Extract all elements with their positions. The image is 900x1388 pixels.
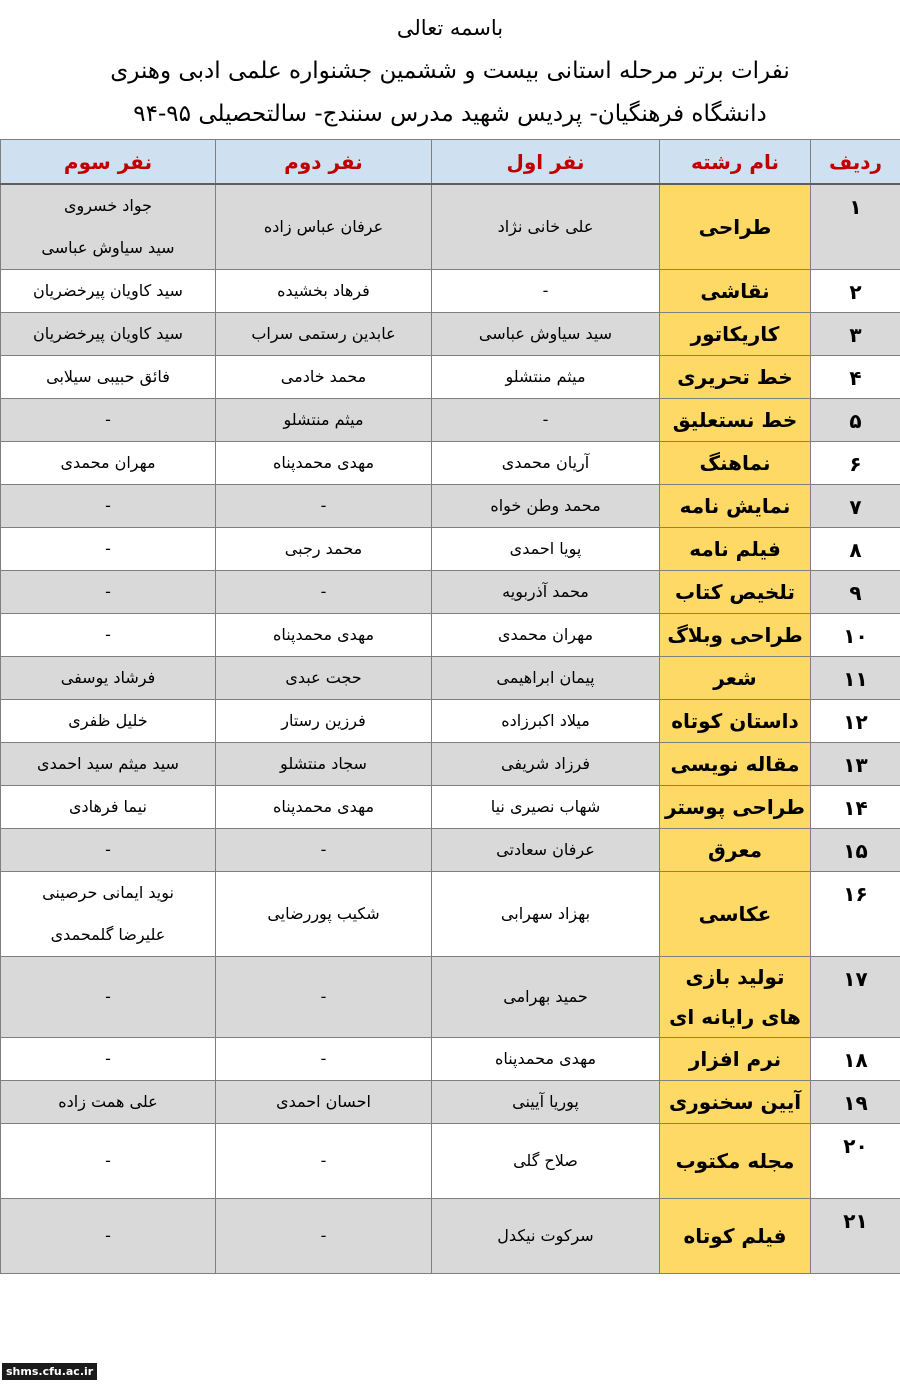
cell-text: علی همت زاده [58,1092,158,1111]
second-place [216,657,432,700]
field-name [660,270,811,313]
cell-text: نرم افزار [688,1047,782,1071]
cell-text: شعر [713,666,757,690]
third-place [1,399,216,442]
table-row [1,829,900,872]
field-name [660,485,811,528]
second-place [216,571,432,614]
field-name [660,528,811,571]
cell-text: - [320,840,327,859]
cell-text: صلاح گلی [513,1151,578,1170]
cell-text: مهدی محمدپناه [494,1049,597,1068]
row-number: ۱ [811,184,900,270]
table-row [1,184,900,270]
cell-text: علی خانی نژاد [497,217,594,236]
cell-text: - [105,1151,111,1170]
second-place [216,786,432,829]
table-body [1,184,900,1274]
cell-text: محمد رجبی [284,539,363,558]
field-name [660,442,811,485]
row-number: ۴ [811,356,900,399]
cell-text: داستان کوتاه [671,709,799,733]
cell-text: معرق [708,838,762,862]
column-header-first-place: نفر اول [432,140,660,185]
cell-text: - [320,1049,327,1068]
cell-text: مهدی محمدپناه [272,625,375,644]
cell-text: میلاد اکبرزاده [501,711,590,730]
second-place [216,829,432,872]
first-place [432,313,660,356]
cell-text: پویا احمدی [509,539,582,558]
third-place [1,571,216,614]
third-place [1,442,216,485]
third-place [1,270,216,313]
cell-text: مهران محمدی [60,453,156,472]
cell-text: - [105,582,111,601]
table-row [1,743,900,786]
row-number: ۵ [811,399,900,442]
table-row [1,1038,900,1081]
cell-text: - [105,1226,111,1245]
table-row [1,872,900,957]
cell-text: طراحی وبلاگ [667,623,803,647]
second-place [216,1081,432,1124]
cell-text: - [105,987,111,1006]
cell-text: - [320,1226,327,1245]
row-number: ۱۲ [811,700,900,743]
field-name [660,356,811,399]
cell-text: عرفان عباس زاده [263,217,384,236]
row-number: ۱۴ [811,786,900,829]
second-place [216,270,432,313]
second-place [216,700,432,743]
second-place [216,356,432,399]
cell-text: - [542,281,549,300]
cell-text: پوریا آیینی [512,1092,579,1111]
cell-text: - [105,496,111,515]
cell-text: سرکوت نیکدل [497,1226,594,1245]
cell-text: سجاد منتشلو [280,754,367,773]
field-name [660,399,811,442]
row-number: ۳ [811,313,900,356]
row-number: ۱۰ [811,614,900,657]
third-place [1,657,216,700]
header-basmala: باسمه تعالی [396,16,504,40]
cell-text: مهران محمدی [497,625,594,644]
first-place [432,957,660,1038]
field-name [660,1038,811,1081]
cell-text: طراحی [698,215,772,239]
cell-text: سید میثم سید احمدی [37,754,179,773]
third-place [1,829,216,872]
third-place [1,528,216,571]
field-name [660,786,811,829]
table-row [1,485,900,528]
second-place [216,614,432,657]
table-row [1,270,900,313]
cell-text: نیما فرهادی [69,797,147,816]
cell-text: مقاله نویسی [670,752,800,776]
cell-text: احسان احمدی [276,1092,371,1111]
table-row [1,1081,900,1124]
row-number: ۱۵ [811,829,900,872]
field-name [660,657,811,700]
cell-text: خط نستعلیق [672,408,798,432]
field-name [660,743,811,786]
second-place [216,528,432,571]
table-row [1,571,900,614]
first-place [432,485,660,528]
cell-text: محمد خادمی [280,367,367,386]
third-place [1,786,216,829]
table-header-row [1,140,900,185]
third-place [1,700,216,743]
cell-text: سید کاویان پیرخضریان [33,324,183,343]
cell-text: عکاسی [698,902,772,926]
cell-text: حجت عبدی [285,668,362,687]
cell-text: فیلم نامه [689,537,781,561]
cell-text: - [105,539,111,558]
third-place [1,872,216,957]
cell-text: طراحی پوستر [664,795,806,819]
cell-text: بهزاد سهرابی [500,904,591,923]
row-number: ۱۳ [811,743,900,786]
third-place [1,184,216,270]
first-place [432,442,660,485]
row-number: ۱۱ [811,657,900,700]
field-name [660,700,811,743]
cell-text: سید کاویان پیرخضریان [33,281,183,300]
first-place [432,1038,660,1081]
table-row [1,786,900,829]
table-row [1,1124,900,1199]
table-row [1,356,900,399]
field-name [660,872,811,957]
cell-text: آیین سخنوری [668,1090,802,1114]
cell-text: محمد آذربویه [502,582,589,601]
table-row [1,313,900,356]
row-number: ۷ [811,485,900,528]
cell-text: فرشاد یوسفی [60,668,156,687]
cell-text: فائق حبیبی سیلابی [46,367,170,386]
winners-table [0,139,900,1274]
cell-text: علیرضا گلمحمدی [50,925,166,944]
first-place [432,184,660,270]
row-number: ۲۱ [811,1199,900,1274]
field-name [660,829,811,872]
third-place [1,743,216,786]
column-header-second-place: نفر دوم [216,140,432,185]
cell-text: سید سیاوش عباسی [478,324,613,343]
cell-text: فرزاد شریفی [501,754,590,773]
cell-text: - [105,625,111,644]
cell-text: - [542,410,549,429]
first-place [432,356,660,399]
table-row [1,957,900,1038]
cell-text: جواد خسروی [63,196,153,215]
cell-text: مجله مکتوب [675,1149,795,1173]
first-place [432,657,660,700]
cell-text: کاریکاتور [690,322,780,346]
row-number: ۱۷ [811,957,900,1038]
cell-text: - [320,1151,327,1170]
row-number: ۹ [811,571,900,614]
third-place [1,614,216,657]
second-place [216,485,432,528]
cell-text: نماهنگ [699,451,771,475]
third-place [1,1081,216,1124]
cell-text: نقاشی [700,279,770,303]
cell-text: عرفان سعادتی [496,840,595,859]
field-name [660,1081,811,1124]
row-number: ۲ [811,270,900,313]
third-place [1,313,216,356]
column-header-row-number: ردیف [811,140,900,185]
field-name [660,1124,811,1199]
first-place [432,571,660,614]
field-name [660,313,811,356]
field-name [660,184,811,270]
cell-text: فرزین رستار [281,711,366,730]
cell-text: - [320,496,327,515]
cell-text: - [105,840,111,859]
row-number: ۱۸ [811,1038,900,1081]
second-place [216,1199,432,1274]
cell-text: های رایانه ای [669,1005,801,1029]
column-header-field: نام رشته [660,140,811,185]
first-place [432,700,660,743]
cell-text: مهدی محمدپناه [272,797,375,816]
row-number: ۸ [811,528,900,571]
second-place [216,1038,432,1081]
website-badge: shms.cfu.ac.ir [2,1363,97,1380]
first-place [432,1124,660,1199]
table-row [1,399,900,442]
cell-text: فرهاد بخشیده [277,281,370,300]
second-place [216,184,432,270]
cell-text: حمید بهرامی [503,987,588,1006]
cell-text: تولید بازی [685,965,785,989]
first-place [432,829,660,872]
row-number: ۲۰ [811,1124,900,1199]
cell-text: خط تحریری [677,365,793,389]
cell-text: محمد وطن خواه [490,496,601,515]
cell-text: پیمان ابراهیمی [496,668,595,687]
cell-text: شکیب پوررضایی [267,904,380,923]
field-name [660,571,811,614]
first-place [432,1199,660,1274]
cell-text: مهدی محمدپناه [272,453,375,472]
first-place [432,872,660,957]
third-place [1,356,216,399]
cell-text: آریان محمدی [501,453,590,472]
second-place [216,399,432,442]
third-place [1,957,216,1038]
table-row [1,614,900,657]
cell-text: سید سیاوش عباسی [41,238,175,257]
row-number: ۱۶ [811,872,900,957]
table-row [1,700,900,743]
second-place [216,313,432,356]
table-row [1,1199,900,1274]
first-place [432,399,660,442]
table-row [1,442,900,485]
table-row [1,528,900,571]
field-name [660,614,811,657]
column-header-third-place: نفر سوم [1,140,216,185]
second-place [216,1124,432,1199]
cell-text: - [320,987,327,1006]
field-name [660,1199,811,1274]
cell-text: نوید ایمانی حرصینی [42,883,174,902]
third-place [1,1038,216,1081]
row-number: ۶ [811,442,900,485]
header-subtitle: دانشگاه فرهنگیان- پردیس شهید مدرس سنندج- سالتحصیلی ۹۵-۹۴ [133,101,767,127]
table-row [1,657,900,700]
cell-text: خلیل ظفری [68,711,148,730]
field-name [660,957,811,1038]
header-title: نفرات برتر مرحله استانی بیست و ششمین جشنواره علمی ادبی وهنری [110,58,790,84]
second-place [216,743,432,786]
first-place [432,743,660,786]
third-place [1,1199,216,1274]
cell-text: میثم منتشلو [505,367,586,386]
cell-text: نمایش نامه [679,494,791,518]
cell-text: - [105,410,111,429]
cell-text: عابدین رستمی سراب [251,324,396,343]
cell-text: - [105,1049,111,1068]
first-place [432,1081,660,1124]
cell-text: - [320,582,327,601]
second-place [216,442,432,485]
first-place [432,270,660,313]
cell-text: شهاب نصیری نیا [490,797,601,816]
third-place [1,1124,216,1199]
cell-text: فیلم کوتاه [683,1224,787,1248]
cell-text: میثم منتشلو [283,410,364,429]
first-place [432,528,660,571]
first-place [432,786,660,829]
third-place [1,485,216,528]
second-place [216,957,432,1038]
cell-text: تلخیص کتاب [675,580,795,604]
second-place [216,872,432,957]
row-number: ۱۹ [811,1081,900,1124]
first-place [432,614,660,657]
